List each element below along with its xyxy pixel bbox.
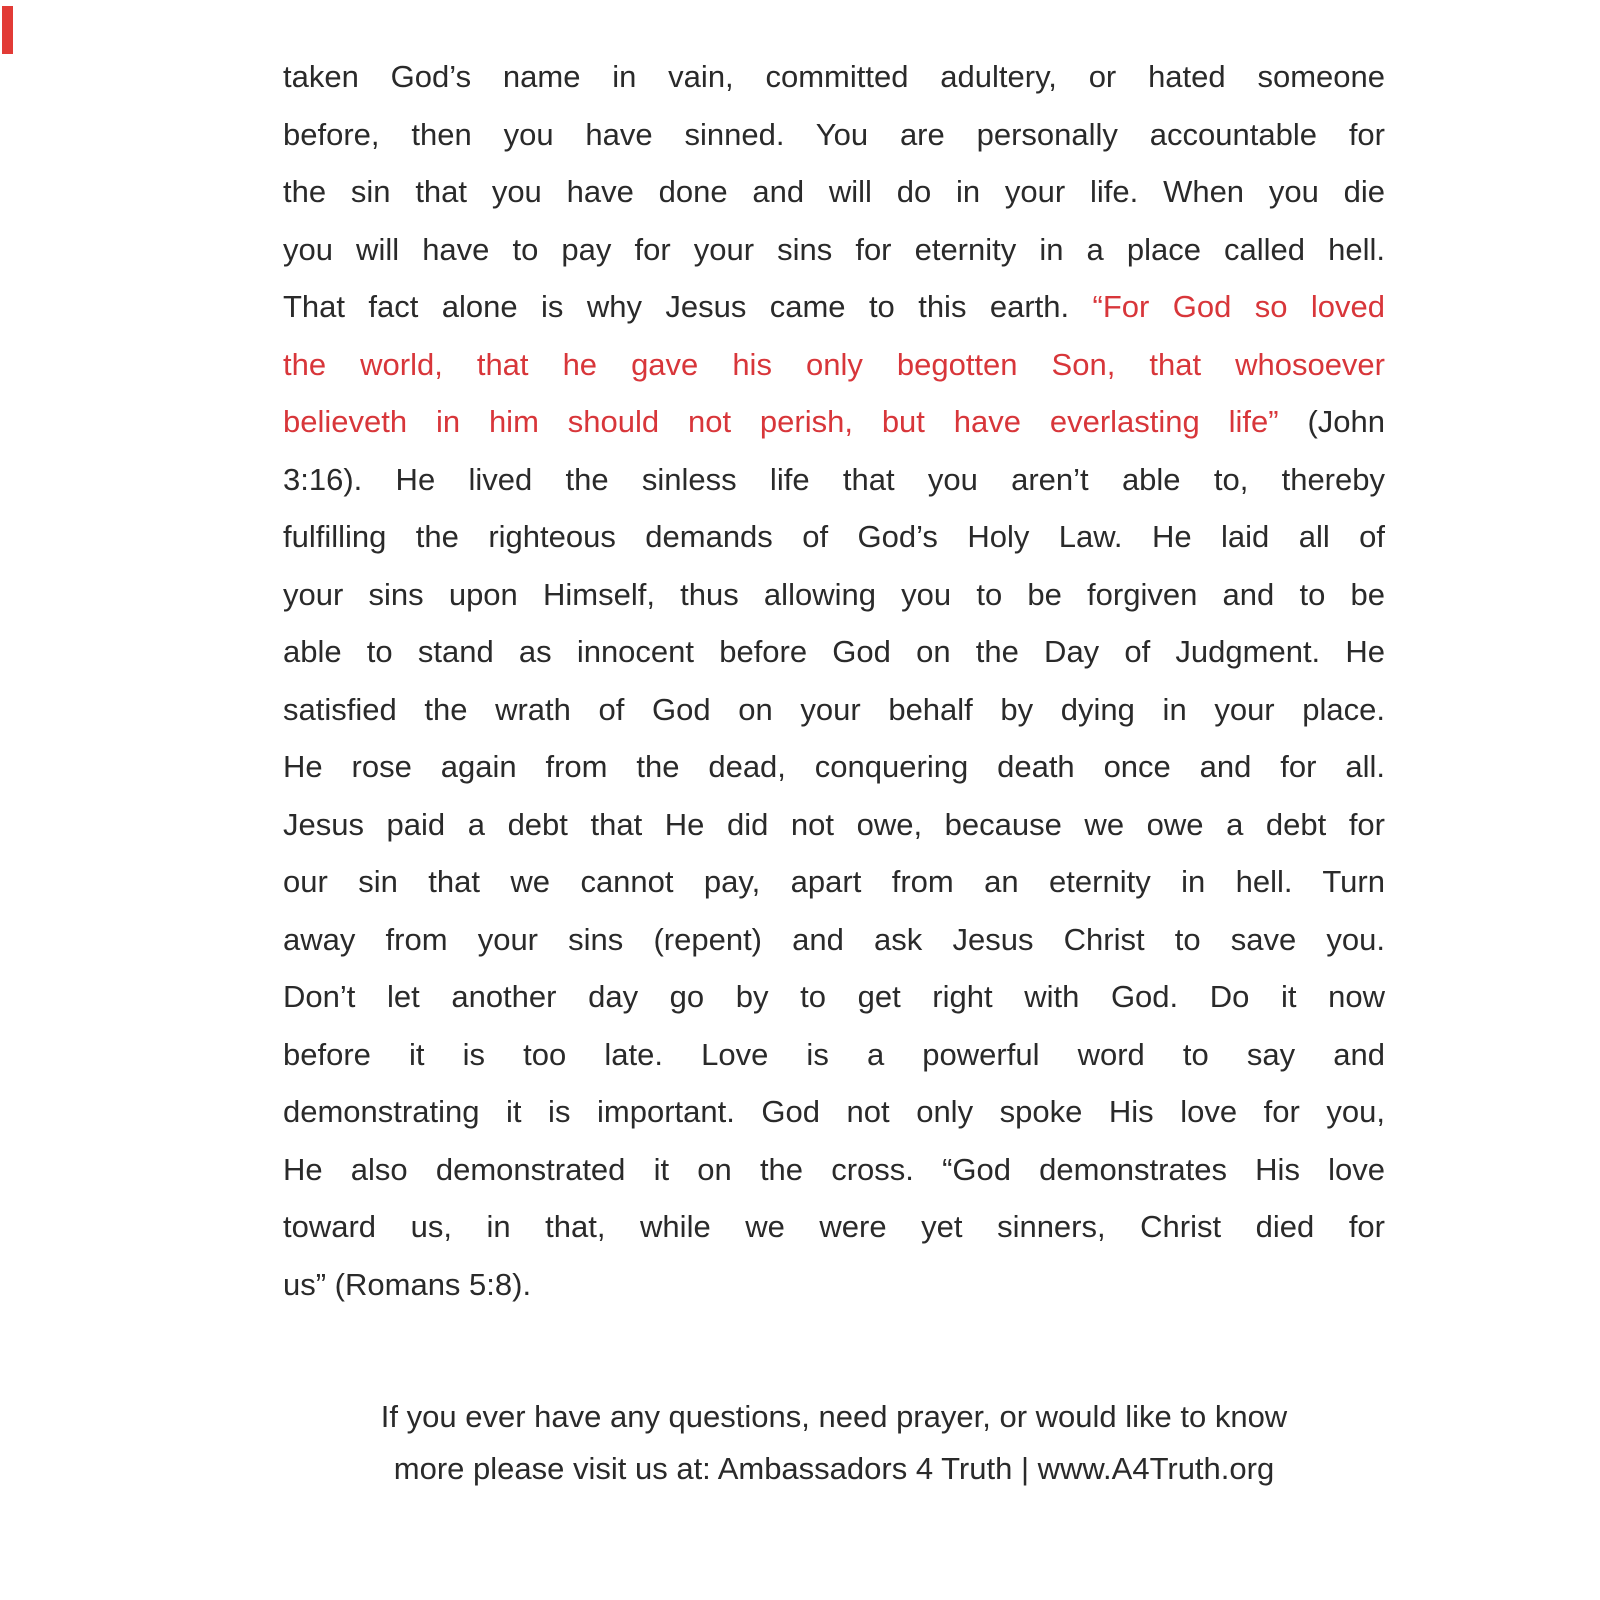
body-text-segment: Don’t let another day go by to get right with God. Do it now (283, 979, 1385, 1014)
text-line (283, 1083, 1385, 1141)
body-text-segment: Jesus paid a debt that He did not owe, because we owe a debt for (283, 806, 1385, 842)
body-text-segment: before, then you have sinned. You are personally accountable for (283, 116, 1385, 152)
text-line (283, 508, 1385, 566)
text-line (283, 163, 1385, 221)
scripture-quote-segment: believeth in him should not perish, but have everlasting life” (283, 404, 1279, 439)
text-line (283, 796, 1385, 854)
body-text-segment: away from your sins (repent) and ask Jesus Christ to save you. (283, 921, 1385, 957)
body-text-segment: before it is too late. Love is a powerful word to say and (283, 1036, 1385, 1072)
text-line (283, 1141, 1385, 1199)
text-line (283, 393, 1385, 451)
text-line (283, 336, 1385, 394)
body-text-segment: demonstrating it is important. God not only spoke His love for you, (283, 1094, 1385, 1129)
body-text-segment: taken God’s name in vain, committed adultery, or hated someone (283, 59, 1385, 94)
text-line (283, 566, 1385, 624)
text-line (283, 968, 1385, 1026)
body-text (283, 48, 1385, 1313)
footer-line-1: If you ever have any questions, need prayer, or would like to know (380, 1399, 1288, 1434)
text-line (283, 106, 1385, 164)
text-line (283, 681, 1385, 739)
text-line (283, 623, 1385, 681)
body-text-segment: That fact alone is why Jesus came to this earth. (283, 289, 1093, 324)
red-edge-mark (2, 6, 13, 54)
body-text-segment: satisfied the wrath of God on your behalf by dying in your place. (283, 691, 1385, 727)
text-line (283, 738, 1385, 796)
text-line (283, 911, 1385, 969)
body-text-segment: He rose again from the dead, conquering death once and for all. (283, 749, 1385, 784)
body-text-segment: our sin that we cannot pay, apart from an eternity in hell. Turn (283, 864, 1385, 899)
body-text-segment: the sin that you have done and will do in your life. When you die (283, 174, 1385, 209)
body-text-segment: He also demonstrated it on the cross. “God demonstrates His love (283, 1151, 1385, 1187)
body-text-segment: able to stand as innocent before God on the Day of Judgment. He (283, 634, 1385, 669)
text-line (283, 221, 1385, 279)
text-line (283, 451, 1385, 509)
text-line (283, 278, 1385, 336)
body-text-segment: your sins upon Himself, thus allowing you to be forgiven and to be (283, 576, 1385, 612)
text-line (283, 1256, 1385, 1314)
body-text-segment: you will have to pay for your sins for eternity in a place called hell. (283, 231, 1385, 267)
body-text-segment: fulfilling the righteous demands of God’s Holy Law. He laid all of (283, 519, 1385, 554)
scripture-quote-segment: the world, that he gave his only begotten Son, that whosoever (283, 346, 1385, 382)
body-text-segment: 3:16). He lived the sinless life that you aren’t able to, thereby (283, 461, 1385, 497)
body-text-segment: toward us, in that, while we were yet sinners, Christ died for (283, 1209, 1385, 1244)
text-line (283, 48, 1385, 106)
text-line (283, 1198, 1385, 1256)
scripture-quote-segment: “For God so loved (1092, 289, 1385, 324)
footer-line-2: more please visit us at: Ambassadors 4 Truth | www.A4Truth.org (393, 1451, 1275, 1486)
body-text-segment: us” (Romans 5:8). (283, 1266, 532, 1302)
body-text-segment: (John (1278, 404, 1385, 439)
text-line (283, 1026, 1385, 1084)
footer-block (283, 1391, 1385, 1495)
text-line (283, 853, 1385, 911)
